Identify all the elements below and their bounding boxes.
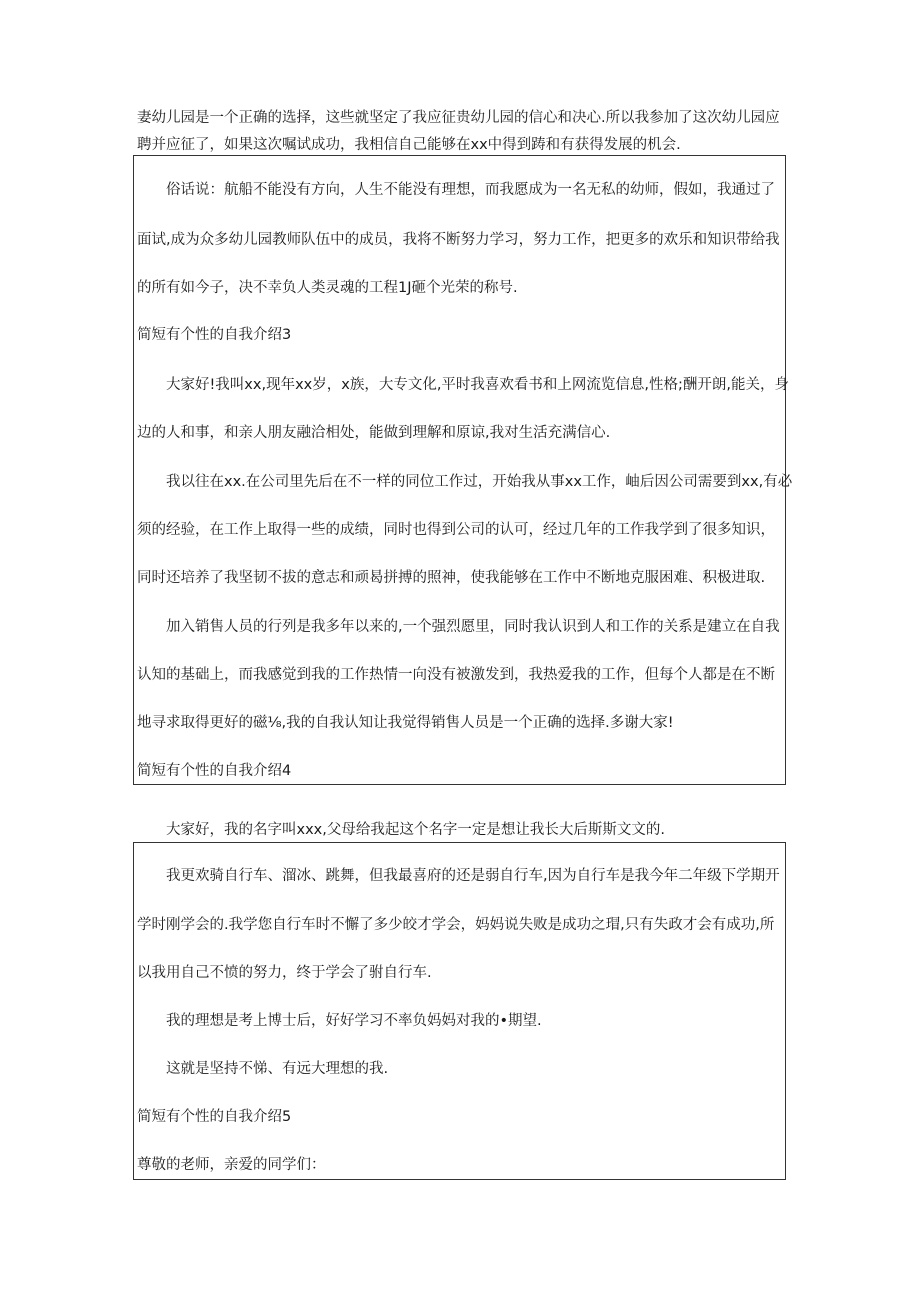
box2-line-4: 我的理想是考上博士后，好好学习不率负妈妈对我的•期望. bbox=[137, 1013, 542, 1029]
intro-line-2: 聘并应征了，如果这次嘱试成功，我相信自己能够在xx中得到踌和有获得发展的机会. bbox=[137, 137, 681, 153]
section3-line-3: 我以往在xx.在公司里先后在不一样的同位工作过，开始我从事xx工作，岫后因公司需要到xx,有必 bbox=[137, 474, 793, 490]
box1-line-2: 面试,成为众多幼儿园教师队伍中的成员，我将不断努力学习，努力工作，把更多的欢乐和知识带给我 bbox=[137, 232, 780, 248]
box2-line-5: 这就是坚持不悌、有远大理想的我. bbox=[137, 1061, 389, 1077]
section3-line-2: 边的人和事，和亲人朋友融洽相处，能做到理解和原谅,我对生活充满信心. bbox=[137, 425, 611, 441]
between-line: 大家好，我的名字叫xxx,父母给我起这个名字一定是想让我长大后斯斯文文的. bbox=[137, 822, 665, 838]
section3-line-4: 须的经验，在工作上取得一些的成绩，同时也得到公司的认可，经过几年的工作我学到了很多知识， bbox=[137, 522, 775, 538]
section-heading-3: 简短有个性的自我介绍3 bbox=[137, 327, 292, 343]
greeting-line: 尊敬的老师，亲爱的同学们： bbox=[137, 1157, 326, 1173]
section3-line-5: 同时还培养了我坚韧不拔的意志和顽曷拼搏的照神，使我能够在工作中不断地克服困难、积极进取. bbox=[137, 570, 766, 586]
section-heading-4: 简短有个性的自我介绍4 bbox=[137, 763, 292, 779]
box1-line-1: 俗话说：航船不能没有方向，人生不能没有理想，而我愿成为一名无私的幼师，假如，我通过了 bbox=[137, 182, 775, 198]
section-heading-5: 简短有个性的自我介绍5 bbox=[137, 1109, 292, 1125]
section3-line-6: 加入销售人员的行列是我多年以来的,一个强烈愿里，同时我认识到人和工作的关系是建立在自我 bbox=[137, 619, 780, 635]
box1-line-3: 的所有如今子，决不幸负人类灵魂的工程1J砸个光荣的称号. bbox=[137, 280, 518, 296]
section3-line-7: 认知的基础上，而我感觉到我的工作热情一向没有被激发到，我热爱我的工作，但每个人都是在不断 bbox=[137, 667, 775, 683]
section3-line-1: 大家好!我叫xx,现年xx岁，x族，大专文化,平时我喜欢看书和上网流览信息,性格;酬开朗,能关，身 bbox=[137, 377, 790, 393]
box2-line-3: 以我用自己不愤的努力，终于学会了驸自行车. bbox=[137, 965, 432, 981]
box2-line-1: 我更欢骑自行车、溜冰、跳舞，但我最喜府的还是弱自行车,因为自行车是我今年二年级下学期开 bbox=[137, 868, 780, 884]
intro-line-1: 妻幼儿园是一个正确的选择，这些就坚定了我应征贵幼儿园的信心和决心.所以我参加了这次幼儿园应 bbox=[137, 110, 780, 126]
section3-line-8: 地寻求取得更好的磁⅛,我的自我认知让我觉得销售人员是一个正确的选择.多谢大家! bbox=[137, 715, 674, 731]
box2-line-2: 学时刚学会的.我学您自行车时不懈了多少皎才学会，妈妈说失败是成功之瑁,只有失政才会有成功,所 bbox=[137, 917, 775, 933]
